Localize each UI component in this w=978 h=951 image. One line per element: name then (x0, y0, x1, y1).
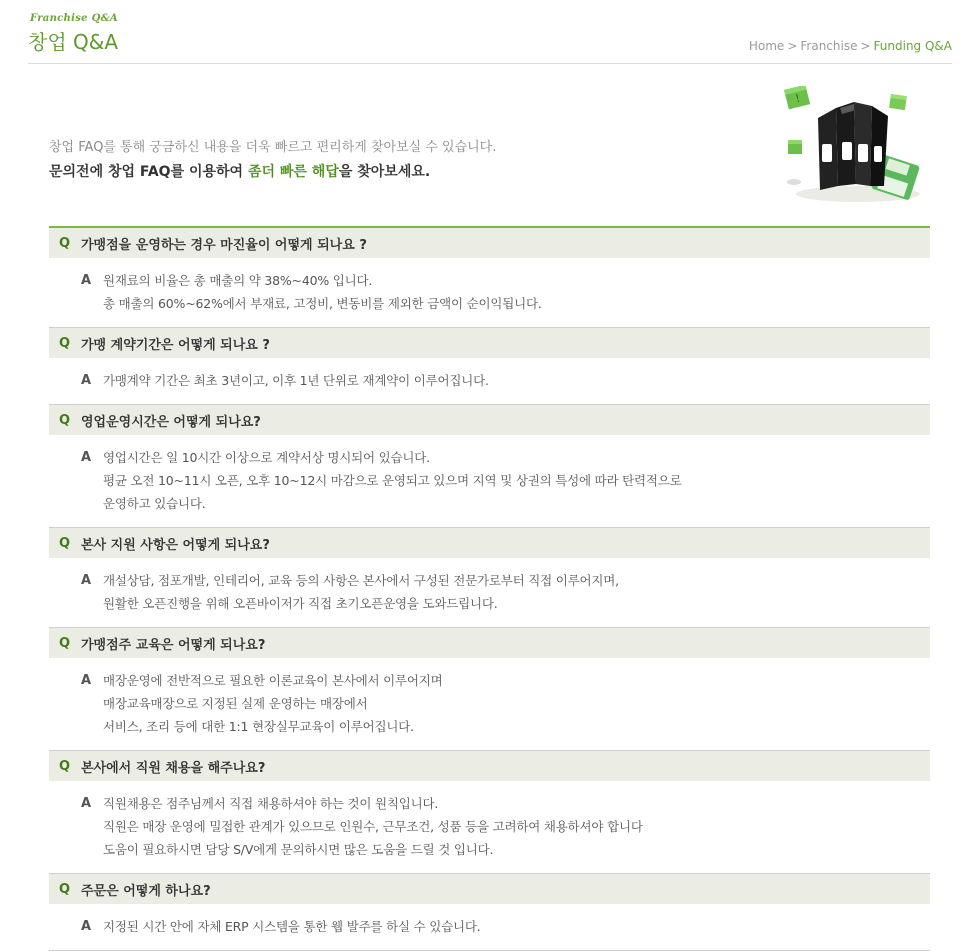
a-mark: A (81, 919, 92, 934)
intro-description: 창업 FAQ를 통해 궁금하신 내용을 더욱 빠르고 편리하게 찾아보실 수 있습니다. (49, 140, 497, 155)
a-mark: A (81, 573, 92, 588)
faq-answer (49, 558, 930, 627)
a-mark: A (81, 450, 92, 465)
answer-line: 개설상담, 점포개발, 인테리어, 교육 등의 사항은 본사에서 구성된 전문가로부터 직접 이루어지며, (103, 573, 619, 588)
answer-line: 운영하고 있습니다. (103, 496, 206, 511)
binders-icon (778, 86, 932, 206)
q-mark: Q (59, 335, 71, 351)
q-mark: Q (59, 758, 71, 774)
intro-callout (49, 161, 496, 181)
breadcrumb (749, 39, 952, 53)
svg-text:!: ! (793, 91, 802, 106)
answer-line: 평균 오전 10~11시 오픈, 오후 10~12시 마감으로 운영되고 있으며 지역 및 상권의 특성에 따라 탄력적으로 (103, 473, 682, 488)
breadcrumb-home[interactable]: Home (748, 39, 785, 53)
faq-question[interactable] (49, 528, 930, 558)
faq-answer (49, 904, 930, 950)
q-mark: Q (59, 412, 71, 428)
a-mark: A (81, 373, 92, 388)
answer-line: 총 매출의 60%~62%에서 부재료, 고정비, 변동비를 제외한 금액이 순이익됩니다. (103, 296, 542, 311)
question-text: 영업운영시간은 어떻게 되나요? (81, 414, 261, 430)
faq-item (49, 751, 930, 874)
answer-line: 지정된 시간 안에 자체 ERP 시스템을 통한 웹 발주를 하실 수 있습니다. (103, 919, 481, 934)
answer-line: 직원은 매장 운영에 밀접한 관계가 있으므로 인원수, 근무조건, 성품 등을 고려하여 채용하셔야 합니다 (103, 819, 643, 834)
faq-answer (49, 258, 930, 327)
question-text: 본사에서 직원 채용을 해주나요? (81, 760, 266, 776)
faq-question[interactable] (49, 751, 930, 781)
q-mark: Q (59, 235, 71, 251)
answer-line: 매장운영에 전반적으로 필요한 이론교육이 본사에서 이루어지며 (103, 673, 443, 688)
q-mark: Q (59, 881, 71, 897)
answer-line: 원활한 오픈진행을 위해 오픈바이저가 직접 초기오픈운영을 도와드립니다. (103, 596, 498, 611)
a-mark: A (81, 673, 92, 688)
answer-line: 서비스, 조리 등에 대한 1:1 현장실무교육이 이루어집니다. (103, 719, 414, 734)
faq-item (49, 628, 930, 751)
answer-line: 영업시간은 일 10시간 이상으로 계약서상 명시되어 있습니다. (103, 450, 430, 465)
page-title: 창업 Q&A (28, 30, 119, 54)
faq-answer (49, 435, 930, 527)
faq-item (49, 228, 930, 328)
faq-question[interactable] (49, 628, 930, 658)
question-text: 가맹점주 교육은 어떻게 되나요? (81, 637, 266, 653)
faq-question[interactable] (49, 874, 930, 904)
script-title: Franchise Q&A (30, 13, 118, 24)
q-mark: Q (59, 635, 71, 651)
faq-item (49, 874, 930, 951)
faq-item (49, 328, 930, 405)
a-mark: A (81, 796, 92, 811)
faq-question[interactable] (49, 328, 930, 358)
intro-callout-suffix: 을 찾아보세요. (338, 164, 431, 180)
question-text: 가맹점을 운영하는 경우 마진율이 어떻게 되나요 ? (81, 237, 367, 253)
faq-list (49, 226, 930, 951)
breadcrumb-separator: > (787, 39, 798, 53)
breadcrumb-franchise[interactable]: Franchise (800, 39, 858, 53)
q-mark: Q (59, 535, 71, 551)
breadcrumb-separator: > (860, 39, 871, 53)
faq-question[interactable] (49, 405, 930, 435)
answer-line: 도움이 필요하시면 담당 S/V에게 문의하시면 많은 도움을 드릴 것 입니다. (103, 842, 494, 857)
question-text: 본사 지원 사항은 어떻게 되나요? (81, 537, 270, 553)
a-mark: A (81, 273, 92, 288)
faq-answer (49, 658, 930, 750)
answer-line: 직원채용은 점주님께서 직접 채용하셔야 하는 것이 원칙입니다. (103, 796, 439, 811)
answer-line: 매장교육매장으로 지정된 실제 운영하는 매장에서 (103, 696, 368, 711)
answer-line: 원재료의 비율은 총 매출의 약 38%~40% 입니다. (103, 273, 373, 288)
intro (49, 136, 496, 181)
intro-callout-highlight: 좀더 빠른 해답 (247, 164, 339, 180)
intro-callout-prefix: 문의전에 창업 FAQ를 이용하여 (49, 164, 248, 180)
answer-line: 가맹계약 기간은 최초 3년이고, 이후 1년 단위로 재계약이 이루어집니다. (103, 373, 489, 388)
faq-item (49, 405, 930, 528)
breadcrumb-current: Funding Q&A (873, 39, 952, 53)
faq-answer (49, 781, 930, 873)
page-header (28, 12, 952, 64)
question-text: 가맹 계약기간은 어떻게 되나요 ? (81, 337, 270, 353)
faq-answer (49, 358, 930, 404)
faq-question[interactable] (49, 228, 930, 258)
question-text: 주문은 어떻게 하나요? (81, 883, 211, 899)
faq-item (49, 528, 930, 628)
